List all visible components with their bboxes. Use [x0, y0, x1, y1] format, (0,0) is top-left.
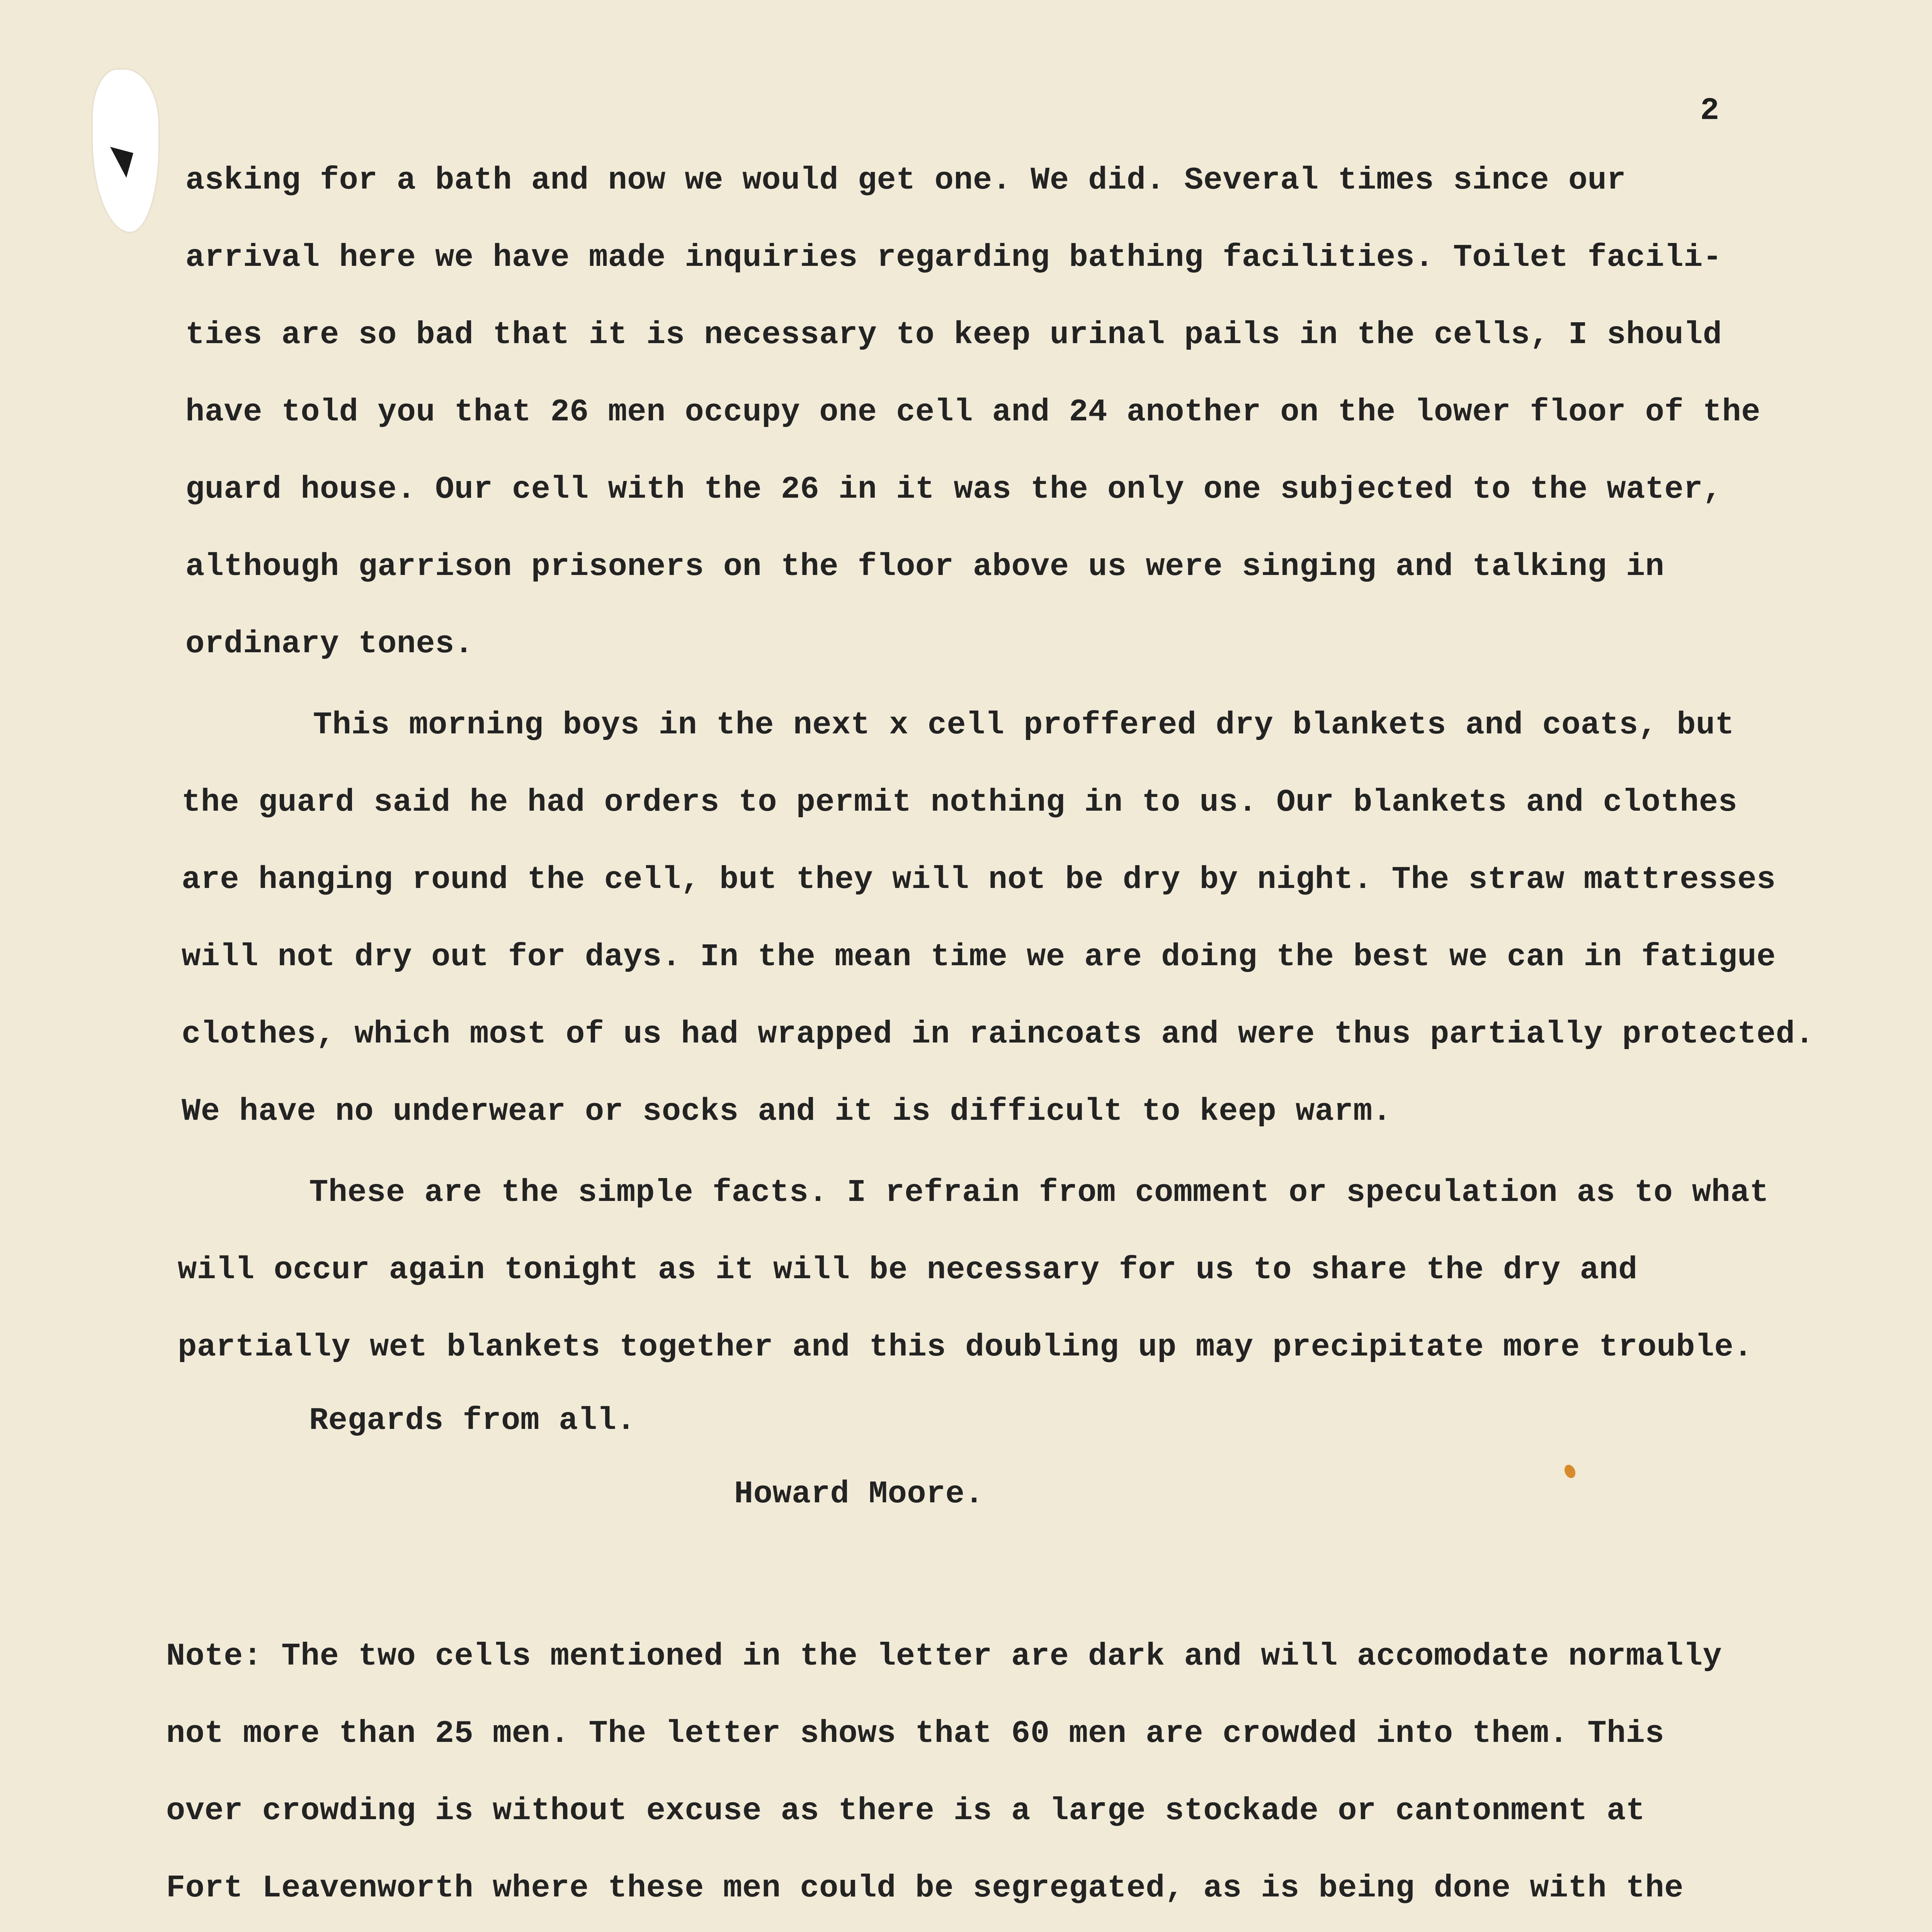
paragraph2-line: This morning boys in the next x cell proffered dry blankets and coats, but — [313, 707, 1735, 743]
note-line: Note: The two cells mentioned in the letter are dark and will accomodate normally — [166, 1638, 1722, 1674]
paragraph1-line: ordinary tones. — [185, 626, 474, 662]
note-line: over crowding is without excuse as there is a large stockade or cantonment at — [166, 1793, 1645, 1829]
torn-corner — [93, 70, 158, 232]
paragraph1-line: although garrison prisoners on the floor above us were singing and talking in — [185, 549, 1665, 585]
page-number: 2 — [1700, 93, 1719, 129]
paragraph2-line: will not dry out for days. In the mean time we are doing the best we can in fatigue — [182, 939, 1776, 975]
paragraph1-line: guard house. Our cell with the 26 in it was the only one subjected to the water, — [185, 471, 1722, 507]
paper-stain — [1563, 1463, 1578, 1480]
paragraph3-line: partially wet blankets together and this doubling up may precipitate more trouble. — [178, 1329, 1753, 1365]
paragraph2-line: are hanging round the cell, but they will not be dry by night. The straw mattresses — [182, 862, 1776, 898]
paragraph2-line: clothes, which most of us had wrapped in raincoats and were thus partially protected. — [182, 1016, 1815, 1052]
paragraph3-line: will occur again tonight as it will be necessary for us to share the dry and — [178, 1252, 1638, 1288]
note-line: not more than 25 men. The letter shows that 60 men are crowded into them. This — [166, 1716, 1665, 1752]
paragraph1-line: have told you that 26 men occupy one cell and 24 another on the lower floor of the — [185, 394, 1761, 430]
paragraph1-line: asking for a bath and now we would get one. We did. Several times since our — [185, 162, 1626, 198]
note-line: Fort Leavenworth where these men could be segregated, as is being done with the — [166, 1870, 1684, 1906]
paragraph3-line: These are the simple facts. I refrain from comment or speculation as to what — [309, 1175, 1769, 1211]
paragraph1-line: ties are so bad that it is necessary to keep urinal pails in the cells, I should — [185, 317, 1722, 353]
paragraph1-line: arrival here we have made inquiries regarding bathing facilities. Toilet facili- — [185, 240, 1722, 276]
signature: Howard Moore. — [734, 1476, 984, 1512]
closing-line: Regards from all. — [309, 1403, 636, 1439]
paragraph2-line: the guard said he had orders to permit nothing in to us. Our blankets and clothes — [182, 784, 1738, 820]
paragraph2-line: We have no underwear or socks and it is difficult to keep warm. — [182, 1094, 1392, 1129]
